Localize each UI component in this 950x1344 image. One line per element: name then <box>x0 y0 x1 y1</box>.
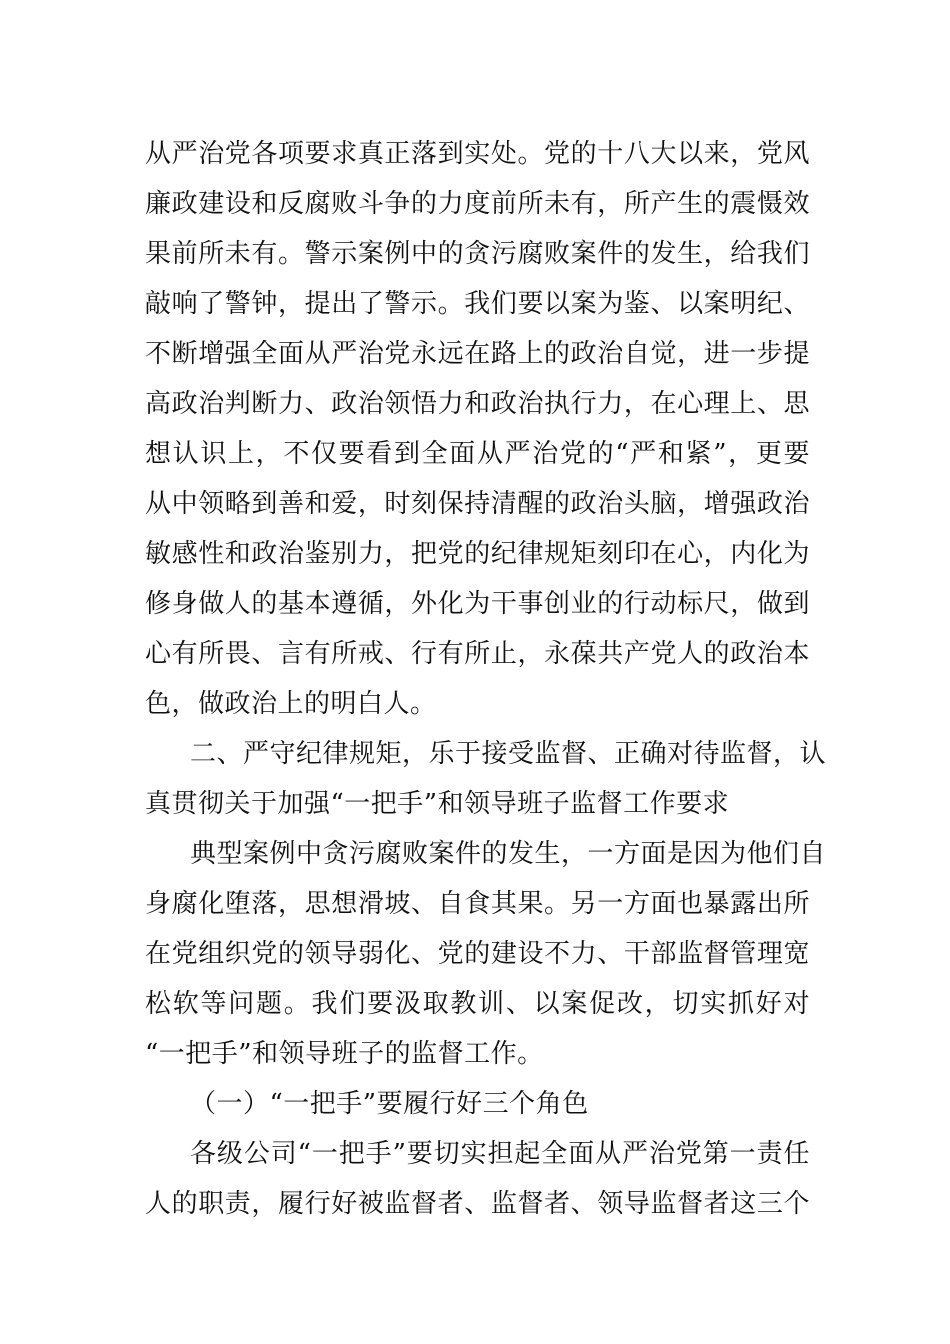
subsection-heading: （一）“一把手”要履行好三个角色 <box>190 1089 589 1119</box>
body-text-line: 从严治党各项要求真正落到实处。党的十八大以来，党风 <box>145 139 810 169</box>
body-text-line: 色，做政治上的明白人。 <box>145 689 437 719</box>
body-text-line: 各级公司“一把手”要切实担起全面从严治党第一责任 <box>190 1139 810 1169</box>
body-text-line: 廉政建设和反腐败斗争的力度前所未有，所产生的震慑效 <box>145 189 810 219</box>
section-heading-line: 真贯彻关于加强“一把手”和领导班子监督工作要求 <box>145 789 730 819</box>
body-text-line: 高政治判断力、政治领悟力和政治执行力，在心理上、思 <box>145 389 810 419</box>
body-text-line: 从中领略到善和爱，时刻保持清醒的政治头脑，增强政治 <box>145 489 810 519</box>
body-text-line: 身腐化堕落，思想滑坡、自食其果。另一方面也暴露出所 <box>145 889 810 919</box>
section-heading-line: 二、严守纪律规矩，乐于接受监督、正确对待监督，认 <box>190 739 827 769</box>
body-text-line: 典型案例中贪污腐败案件的发生，一方面是因为他们自 <box>190 839 827 869</box>
body-text-line: 敏感性和政治鉴别力，把党的纪律规矩刻印在心，内化为 <box>145 539 810 569</box>
body-text-line: 心有所畏、言有所戒、行有所止，永葆共产党人的政治本 <box>145 639 810 669</box>
body-text-line: 果前所未有。警示案例中的贪污腐败案件的发生，给我们 <box>145 239 810 269</box>
body-text-line: 敲响了警钟，提出了警示。我们要以案为鉴、以案明纪、 <box>145 289 810 319</box>
body-text-line: 想认识上，不仅要看到全面从严治党的“严和紧”，更要 <box>145 439 810 469</box>
body-text-line: “一把手”和领导班子的监督工作。 <box>145 1039 544 1069</box>
body-text-line: 修身做人的基本遵循，外化为干事创业的行动标尺，做到 <box>145 589 810 619</box>
body-text-line: 不断增强全面从严治党永远在路上的政治自觉，进一步提 <box>145 339 810 369</box>
body-text-line: 人的职责，履行好被监督者、监督者、领导监督者这三个 <box>145 1189 810 1219</box>
body-text-line: 在党组织党的领导弱化、党的建设不力、干部监督管理宽 <box>145 939 810 969</box>
body-text-line: 松软等问题。我们要汲取教训、以案促改，切实抓好对 <box>145 989 810 1019</box>
